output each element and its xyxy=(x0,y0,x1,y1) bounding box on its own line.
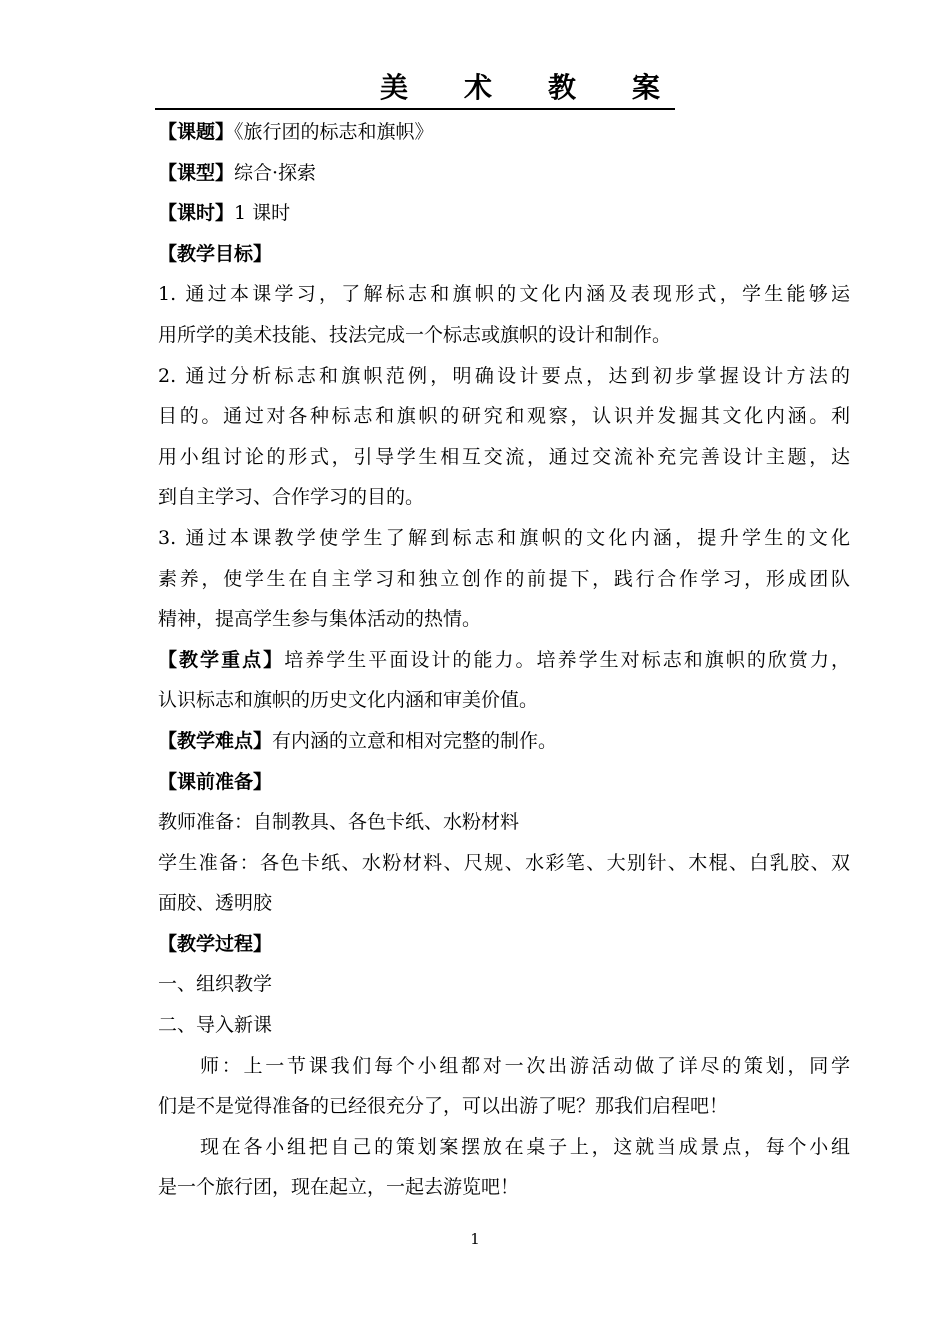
type-line xyxy=(158,153,850,194)
hours-label: 【课时】 xyxy=(158,202,235,225)
prep-heading xyxy=(158,762,850,803)
hours-line xyxy=(158,193,850,234)
goal-line: 1. 通过本课学习，了解标志和旗帜的文化内涵及表现形式，学生能够运 xyxy=(158,283,850,306)
goal-line: 精神，提高学生参与集体活动的热情。 xyxy=(158,608,482,631)
paragraph-line: 是一个旅行团，现在起立，一起去游览吧！ xyxy=(158,1176,520,1199)
lesson-plan-body xyxy=(158,112,850,1208)
paragraph-line: 师：上一节课我们每个小组都对一次出游活动做了详尽的策划，同学 xyxy=(200,1054,850,1077)
key-points-value: 培养学生平面设计的能力。培养学生对标志和旗帜的欣赏力， xyxy=(284,648,850,671)
difficulty-line xyxy=(158,721,850,762)
goals-heading xyxy=(158,234,850,275)
goal-line: 用所学的美术技能、技法完成一个标志或旗帜的设计和制作。 xyxy=(158,323,672,346)
goal-line: 到自主学习、合作学习的目的。 xyxy=(158,486,425,509)
goal-line: 目的。通过对各种标志和旗帜的研究和观察，认识并发掘其文化内涵。利 xyxy=(158,405,850,428)
difficulty-label: 【教学难点】 xyxy=(158,729,273,752)
prep-label: 【课前准备】 xyxy=(158,770,273,793)
goals-label: 【教学目标】 xyxy=(158,242,273,265)
student-prep: 学生准备：各色卡纸、水粉材料、尺规、水彩笔、大别针、木棍、白乳胶、双 xyxy=(158,851,850,874)
topic-value: 《旅行团的标志和旗帜》 xyxy=(234,121,434,143)
key-points-label: 【教学重点】 xyxy=(158,648,285,671)
teacher-prep: 教师准备：自制教具、各色卡纸、水粉材料 xyxy=(158,811,520,834)
goal-line: 素养，使学生在自主学习和独立创作的前提下，践行合作学习，形成团队 xyxy=(158,567,850,590)
key-points-line xyxy=(158,640,850,681)
topic-label: 【课题】 xyxy=(158,121,235,143)
page-title: 美术教案 xyxy=(380,71,717,104)
key-points-line-2: 认识标志和旗帜的历史文化内涵和审美价值。 xyxy=(158,689,539,712)
goal-line: 用小组讨论的形式，引导学生相互交流，通过交流补充完善设计主题，达 xyxy=(158,445,850,468)
difficulty-value: 有内涵的立意和相对完整的制作。 xyxy=(272,729,558,752)
topic-line xyxy=(158,112,850,153)
page-number: 1 xyxy=(470,1230,480,1248)
type-value: 综合·探索 xyxy=(234,161,317,184)
type-label: 【课型】 xyxy=(158,161,235,184)
goal-line: 2. 通过分析标志和旗帜范例，明确设计要点，达到初步掌握设计方法的 xyxy=(158,364,850,387)
process-heading xyxy=(158,924,850,965)
goal-line: 3. 通过本课教学使学生了解到标志和旗帜的文化内涵，提升学生的文化 xyxy=(158,526,850,549)
step-introduce: 二、导入新课 xyxy=(158,1014,273,1037)
hours-value: 1 课时 xyxy=(234,202,291,225)
paragraph-line: 们是不是觉得准备的已经很充分了，可以出游了呢？那我们启程吧！ xyxy=(158,1095,729,1118)
paragraph-line: 现在各小组把自己的策划案摆放在桌子上，这就当成景点，每个小组 xyxy=(200,1135,850,1158)
step-organize: 一、组织教学 xyxy=(158,973,273,996)
process-label: 【教学过程】 xyxy=(158,932,273,955)
student-prep-continued: 面胶、透明胶 xyxy=(158,892,273,915)
